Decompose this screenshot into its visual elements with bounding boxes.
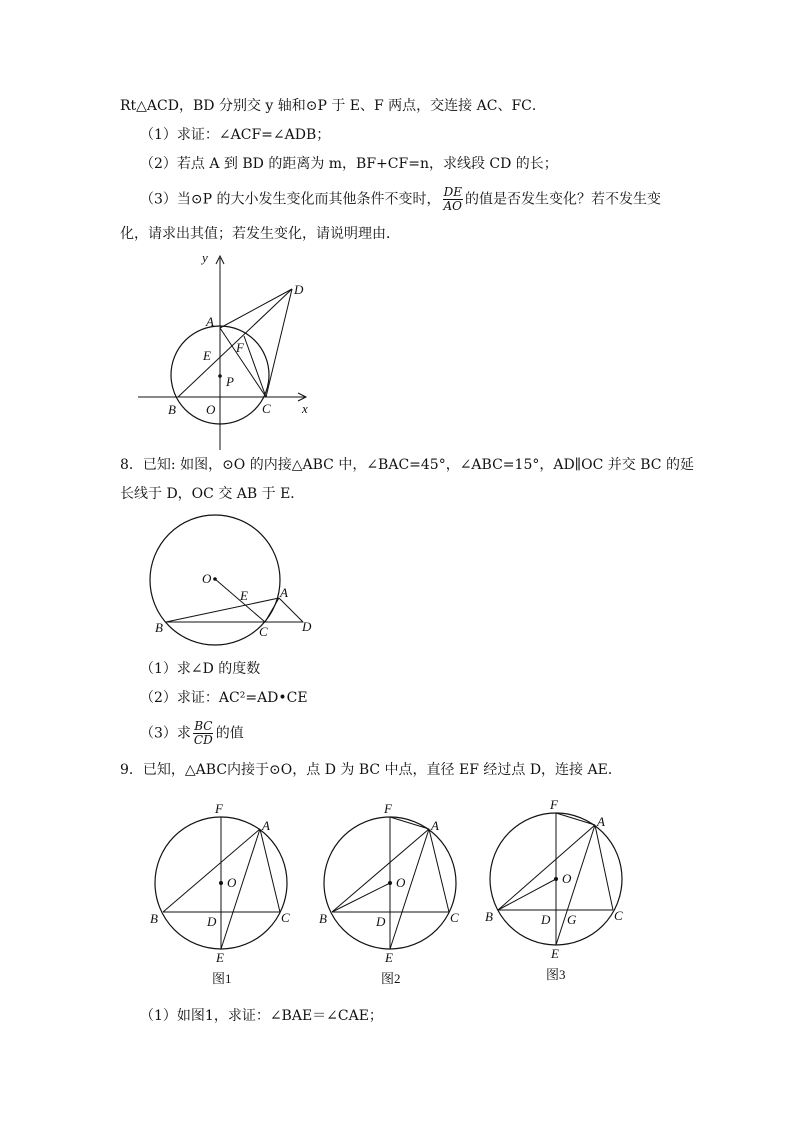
p9-f3-label-G: G [567,912,577,927]
p8-line-2: 长线于 D，OC 交 AB 于 E． [120,486,305,502]
p7-label-O: O [206,402,216,417]
p7-question-2: （2）若点 A 到 BD 的距离为 m，BF+CF=n，求线段 CD 的长； [140,156,558,172]
p7-question-1: （1）求证：∠ACF=∠ADB； [140,127,331,143]
p9-f2-label-A: A [431,818,439,833]
p7-q3-prefix: （3）当⊙P 的大小发生变化而其他条件不变时， [140,191,441,208]
p7-label-C: C [262,401,271,416]
p8-q3-suffix: 的值 [215,725,244,742]
p9-f1-label-C: C [281,910,290,925]
p9-f2-label-O: O [396,875,406,890]
p9-figure-3 [485,797,623,982]
p8-label-A: A [280,585,288,600]
p9-question-1: （1）如图1，求证：∠BAE＝∠CAE； [140,1008,383,1024]
p9-f3-label-O: O [562,871,572,886]
p9-f1-label-D: D [207,914,217,929]
p8-question-1: （1）求∠D 的度数 [140,661,261,677]
p9-f3-label-F: F [550,797,558,812]
p9-f2-caption: 图2 [381,971,401,986]
p9-f3-label-E: E [551,946,559,961]
p8-question-2: （2）求证：AC²=AD•CE [140,690,308,706]
p9-f3-label-B: B [485,909,493,924]
p9-f2-label-C: C [450,910,459,925]
p9-f3-label-A: A [597,814,605,829]
p7-label-y: y [202,250,208,265]
p7-label-A: A [206,314,214,329]
p8-line-1: 8．已知: 如图，⊙O 的内接△ABC 中，∠BAC=45°，∠ABC=15°，AD∥OC 并交 BC 的延 [120,457,694,473]
p9-f1-caption: 图1 [212,971,232,986]
p8-label-B: B [155,620,163,635]
p9-f3-label-C: C [614,908,623,923]
p9-f2-label-D: D [376,914,386,929]
p8-label-O: O [202,571,212,586]
p7-intro: Rt△ACD，BD 分别交 y 轴和⊙P 于 E、F 两点，交连接 AC、FC． [120,98,546,114]
p9-f1-label-B: B [150,911,158,926]
p9-f1-label-O: O [227,875,237,890]
p9-f1-label-A: A [262,818,270,833]
p9-f1-label-F: F [215,801,223,816]
fraction-denominator: AO [443,199,463,213]
p7-label-D: D [294,282,304,297]
p7-question-3-cont: 化，请求出其值；若发生变化，请说明理由． [120,226,400,242]
p9-figure-2 [319,801,459,986]
p7-q3-suffix: 的值是否发生变化？若不发生变 [465,191,662,208]
p7-label-E: E [203,348,211,363]
p7-label-F: F [236,340,244,355]
p9-f2-label-E: E [385,950,393,965]
p8-label-D: D [302,619,312,634]
p8-label-E: E [240,588,248,603]
p9-f2-label-F: F [384,801,392,816]
p9-figure-1 [150,801,290,986]
p7-label-x: x [302,401,308,416]
p9-f3-label-D: D [541,912,551,927]
p9-f3-caption: 图3 [546,967,566,982]
p9-line-1: 9．已知，△ABC内接于⊙O，点 D 为 BC 中点，直径 EF 经过点 D，连接 AE． [120,762,622,778]
p8-q3-prefix: （3）求 [140,725,191,742]
p9-f1-label-E: E [216,950,224,965]
p8-label-C: C [259,624,268,639]
fraction-numerator: BC [194,719,213,733]
fraction-denominator: CD [193,733,213,747]
p7-label-B: B [168,402,176,417]
p7-label-P: P [226,374,234,389]
p9-f2-label-B: B [319,911,327,926]
fraction-numerator: DE [443,185,462,199]
